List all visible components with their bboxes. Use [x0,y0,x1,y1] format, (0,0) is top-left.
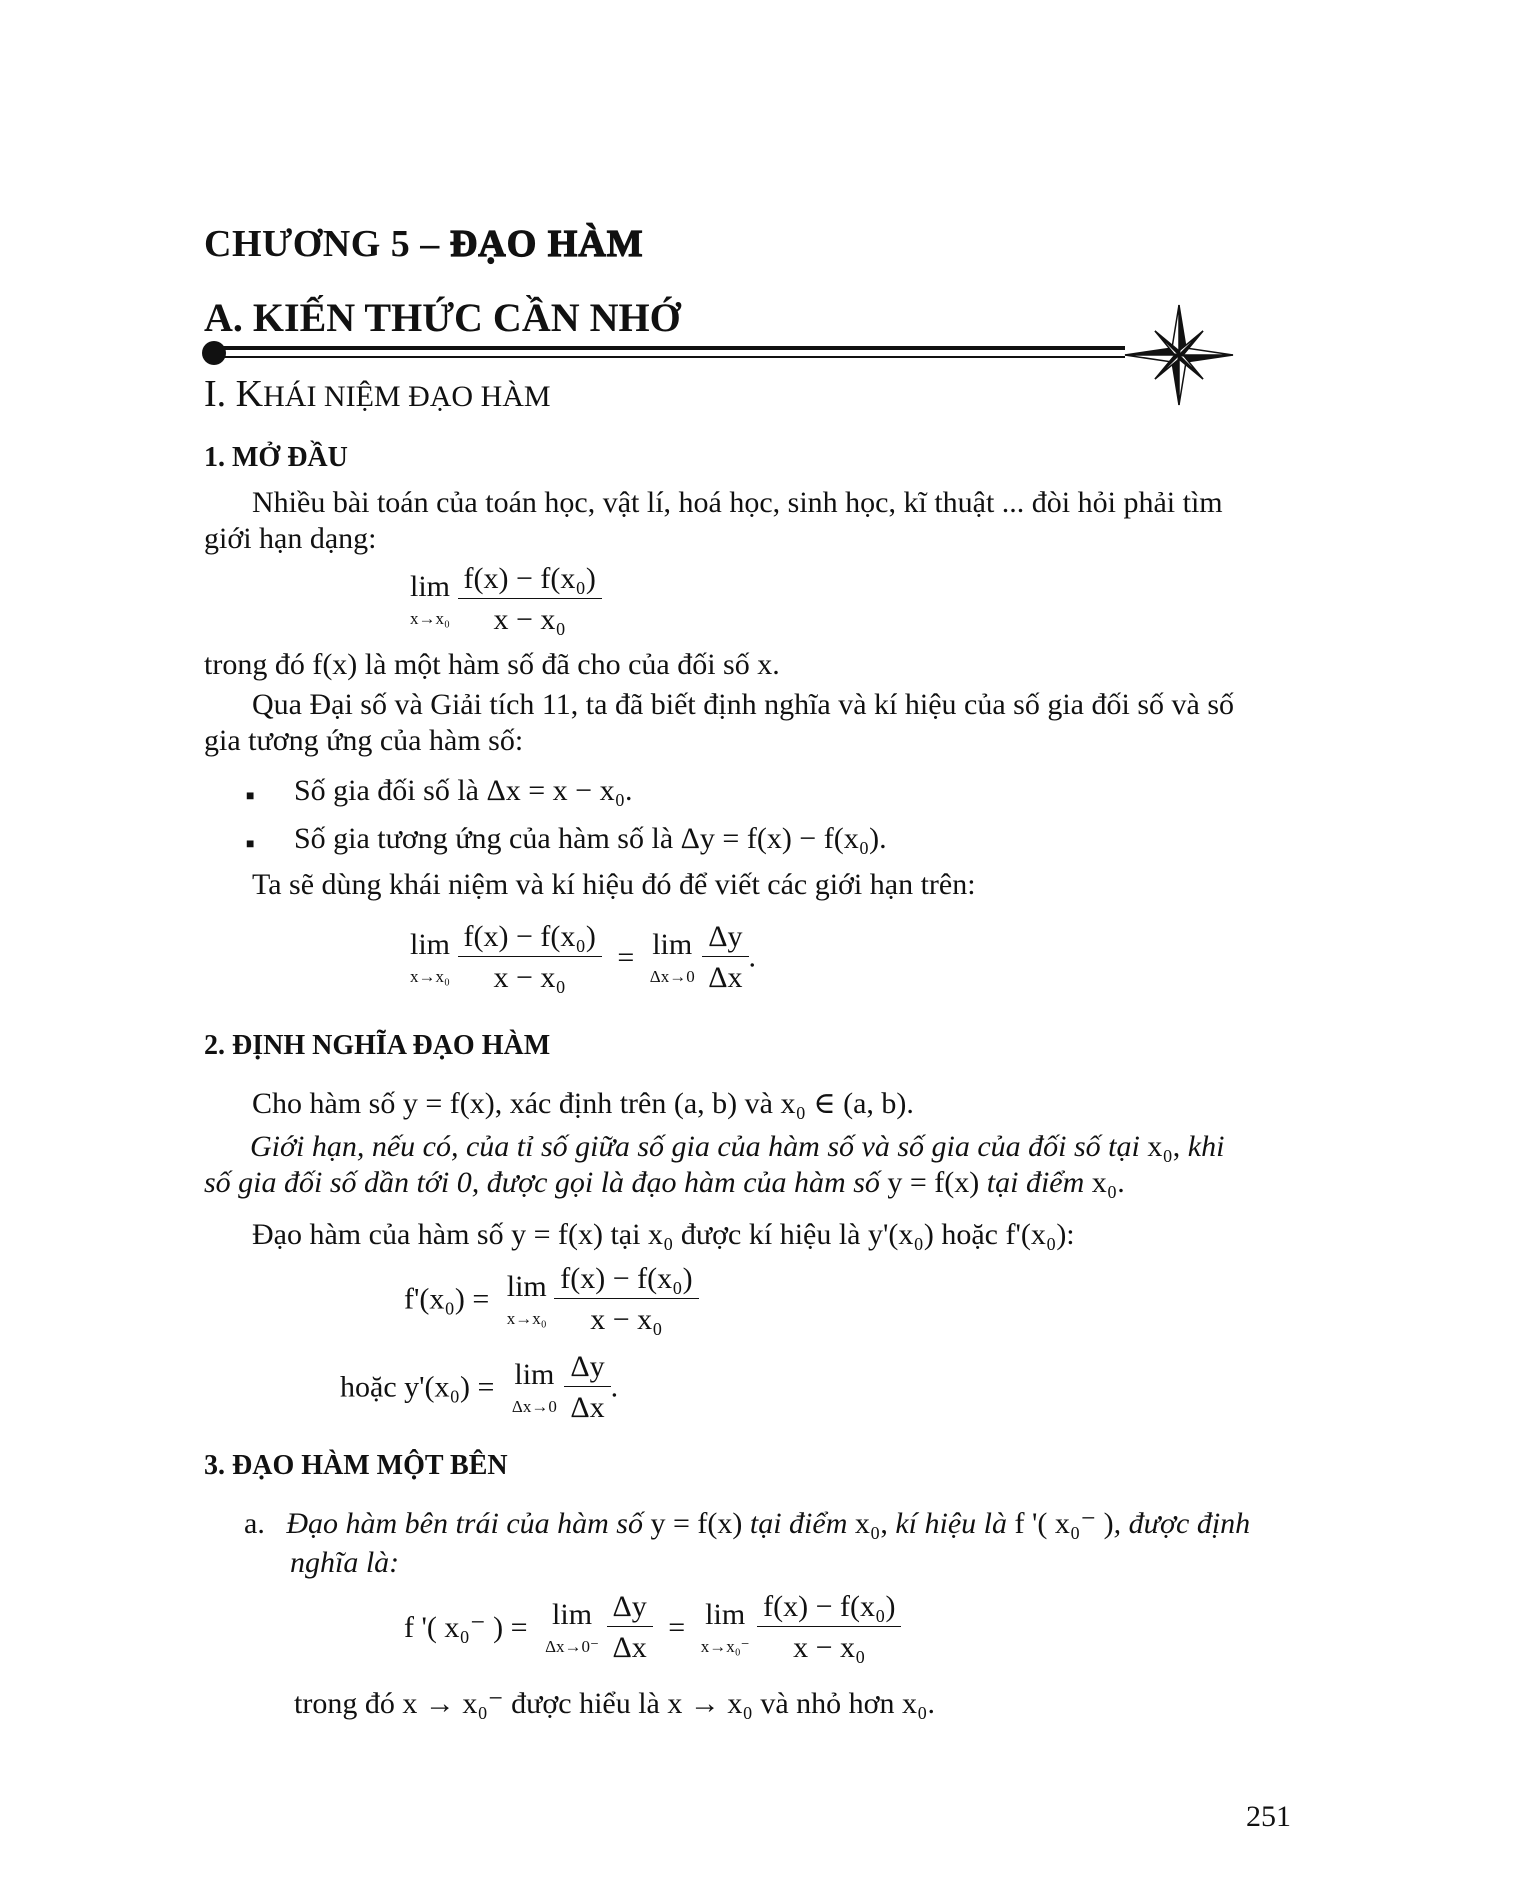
formula-left-derivative [404,1590,901,1665]
page-number: 251 [1246,1800,1291,1833]
paragraph-recall-line1: Qua Đại số và Giải tích 11, ta đã biết định nghĩa và kí hiệu của số gia đối số và số [252,688,1235,721]
formula-derivative-y: hoặc y'(x₀) = lim Δx→0 $\frac{\Delta y}{\Delta x}$ . [340,1350,619,1424]
fraction: $\frac{\Delta y}{\Delta x}$ [564,1350,610,1425]
formula-lhs: f'(x₀) = [404,1282,490,1316]
fraction: $\frac{\Delta y}{\Delta x}$ [607,1590,653,1665]
compass-star-icon [1123,303,1235,407]
square-bullet-icon: ■ [246,789,255,804]
bullet-item-1 [246,774,633,808]
chapter-prefix: CHƯƠNG 5 – [204,223,440,265]
subsection-2-heading: 2. ĐỊNH NGHĨA ĐẠO HÀM [204,1030,551,1061]
chapter-title: ĐẠO HÀM [449,223,644,265]
lim-operator: lim x→x₀ [506,1270,547,1328]
chapter-heading [204,222,644,266]
paragraph-notation: Đạo hàm của hàm số y = f(x) tại x₀ được kí hiệu là y'(x₀) hoặc f'(x₀): [252,1218,1075,1251]
fraction: $\frac{\text{f(x) − f(x₀)}}{\text{x − x₀}}$ [554,1262,698,1337]
formula-lhs: f '( x₀⁻ ) = [404,1611,528,1644]
bullet-text: Số gia đối số là Δx = x − x₀. [293,774,633,807]
x0-minus-symbol: x₀⁻ [462,1687,504,1720]
paragraph-rewrite: Ta sẽ dùng khái niệm và kí hiệu đó để viết các giới hạn trên: [252,868,976,901]
bullet-text: Số gia tương ứng của hàm số là Δy = f(x) − f(x₀). [293,822,887,855]
formula-limit-2: lim x→x₀ $\frac{\text{f(x) − f(x₀)}}{\text{x − x₀}}$ = lim Δx→0 $\frac{\Delta y}{\Delta x}$ . [410,920,756,994]
paragraph-where: trong đó f(x) là một hàm số đã cho của đối số x. [204,648,780,681]
section-title-initial: K [235,373,264,415]
fraction: $\frac{\text{f(x) − f(x₀)}}{\text{x − x₀}}$ [757,1590,901,1665]
definition-line2: số gia đối số dần tới 0, được gọi là đạo hàm của hàm số y = f(x) tại điểm x₀. [204,1166,1125,1199]
paragraph-recall-line2: gia tương ứng của hàm số: [204,724,524,757]
section-i-heading [204,372,551,416]
lim-operator: lim x→x₀ [410,570,451,628]
formula-limit-1 [410,562,602,637]
section-numeral: I. [204,373,227,415]
equals-sign: = [617,940,635,974]
subsection-1-heading: 1. MỞ ĐẦU [204,442,348,473]
paragraph-intro-line2: giới hạn dạng: [204,522,377,555]
section-a-heading: A. KIẾN THỨC CẦN NHỚ [204,295,681,340]
item-a-line1: a. Đạo hàm bên trái của hàm số y = f(x) tại điểm x₀, kí hiệu là f '( x₀⁻ ), được định [244,1507,1251,1540]
subsection-3-heading: 3. ĐẠO HÀM MỘT BÊN [204,1450,508,1481]
formula-derivative-f [404,1262,699,1337]
lim-operator: lim x→x₀ [410,928,451,986]
lim-operator: lim x→x₀⁻ [700,1598,750,1656]
formula-lhs: hoặc y'(x₀) = [340,1370,495,1404]
lim-operator: lim Δx→0⁻ [545,1598,599,1656]
item-a-line2: nghĩa là: [290,1546,400,1579]
lim-operator: lim Δx→0 [511,1358,557,1416]
rule-dot-icon [202,341,226,365]
fraction: $\frac{\text{f(x) − f(x₀)}}{\text{x − x₀}}$ [458,562,602,637]
paragraph-left-limit-note: trong đó x → x₀⁻ được hiểu là x → x₀ và nhỏ hơn x₀. [294,1687,935,1720]
fraction: $\frac{\text{f(x) − f(x₀)}}{\text{x − x₀}}$ [458,920,602,995]
paragraph-intro-line1: Nhiều bài toán của toán học, vật lí, hoá học, sinh học, kĩ thuật ... đòi hỏi phải tìm [252,486,1223,519]
equals-sign: = [668,1610,686,1644]
section-title-rest: HÁI NIỆM ĐẠO HÀM [263,380,551,413]
fraction: $\frac{\Delta y}{\Delta x}$ [702,920,748,995]
square-bullet-icon: ■ [246,837,255,852]
bullet-item-2 [246,822,887,856]
definition-line1: Giới hạn, nếu có, của tỉ số giữa số gia của hàm số và số gia của đối số tại x₀, khi [250,1130,1225,1163]
paragraph-given: Cho hàm số y = f(x), xác định trên (a, b) và x₀ ∈ (a, b). [252,1087,914,1120]
lim-operator: lim Δx→0 [649,928,695,986]
left-derivative-symbol: f '( x₀⁻ ) [1014,1507,1114,1540]
item-label: a. [244,1507,265,1540]
